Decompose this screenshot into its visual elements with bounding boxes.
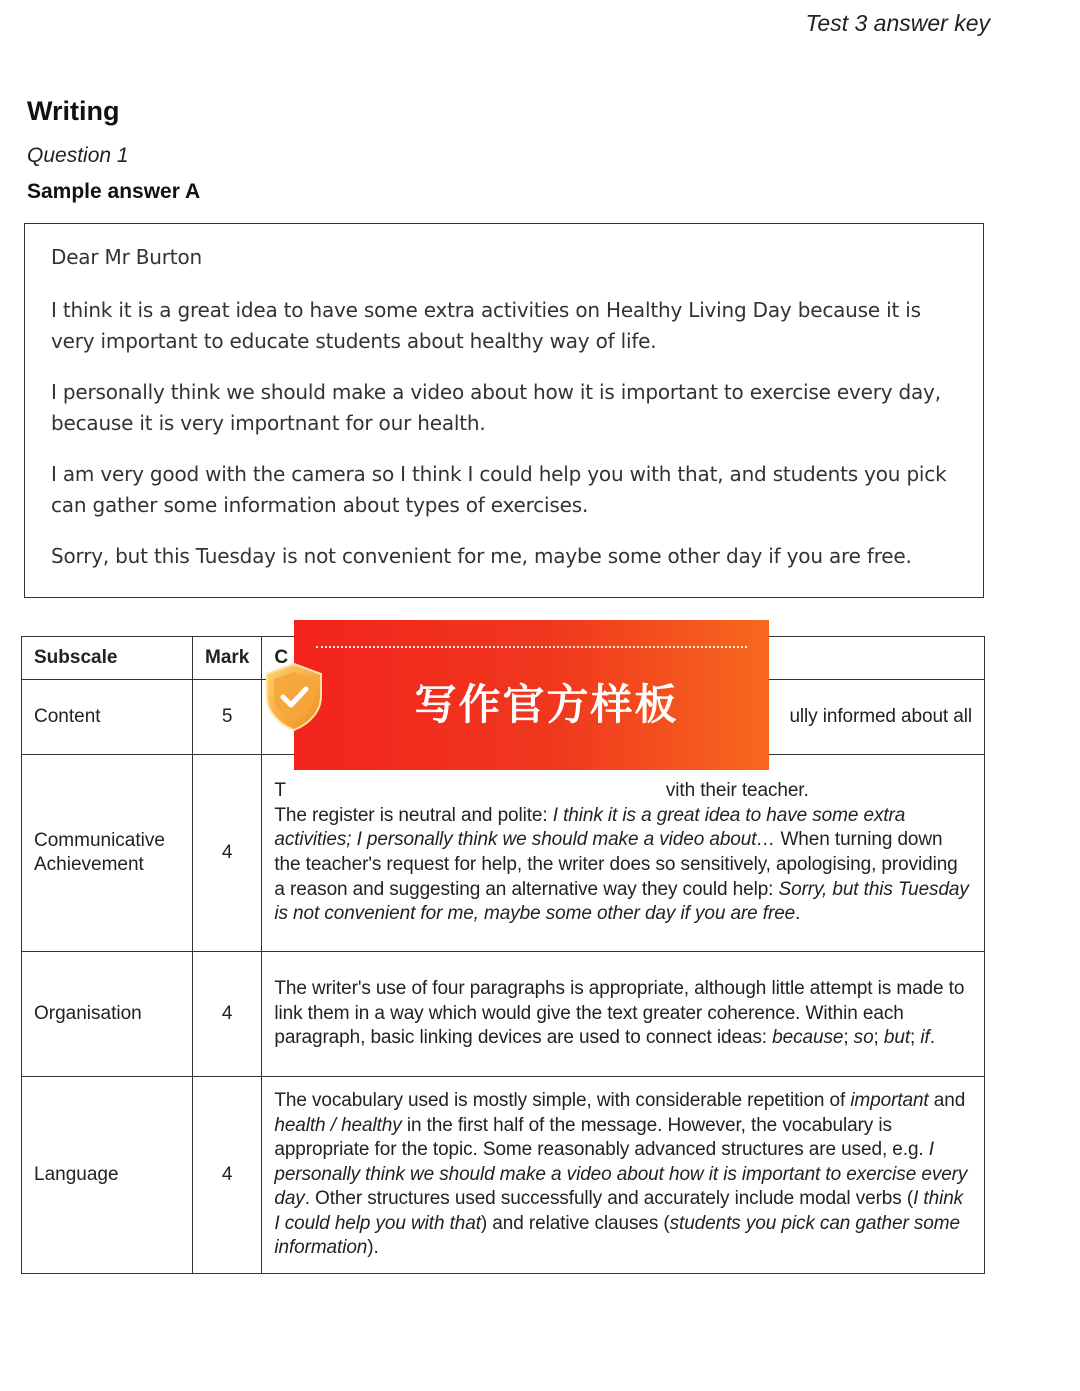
- commentary-cell: [262, 1077, 985, 1274]
- commentary-text: ully informed about all: [789, 705, 972, 727]
- verified-badge-icon: [257, 660, 331, 734]
- letter-paragraph: I am very good with the camera so I think I could help you with that, and students you pick can gather some information about types of exercises.: [51, 462, 947, 517]
- sample-letter: [24, 223, 984, 598]
- letter-greeting: Dear Mr Burton: [51, 245, 202, 269]
- commentary-text: and: [928, 1089, 966, 1111]
- commentary-text: T: [274, 780, 286, 802]
- commentary-text: When turning down the teacher's request for help, the writer does so sensitively, apologising, providing a reason and suggesting an alternative way they could help:: [274, 829, 958, 900]
- subscale-cell: Organisation: [22, 952, 193, 1077]
- commentary-text: ;: [873, 1027, 884, 1049]
- commentary-text: .: [929, 1027, 935, 1049]
- letter-paragraph: I personally think we should make a video about how it is important to exercise every day, because it is very importnant for our health.: [51, 380, 941, 435]
- commentary-cell: [262, 952, 985, 1077]
- table-row: [22, 755, 985, 952]
- commentary-text: The register is neutral and polite:: [274, 804, 553, 826]
- commentary-text: ;: [910, 1027, 921, 1049]
- header-subscale: Subscale: [22, 637, 193, 680]
- table-row: [22, 952, 985, 1077]
- commentary-quote: so: [853, 1027, 874, 1049]
- subscale-cell: Content: [22, 680, 193, 755]
- commentary-text: .: [795, 903, 801, 925]
- commentary-quote: important: [850, 1089, 929, 1111]
- commentary-quote: Sorry, but this Tuesday is not convenient for me, maybe some other day if you are free: [274, 878, 969, 925]
- header-mark: Mark: [193, 637, 262, 680]
- commentary-quote: but: [883, 1027, 911, 1049]
- header-commentary: C: [262, 637, 985, 680]
- commentary-text: The vocabulary used is mostly simple, with considerable repetition of: [274, 1089, 851, 1111]
- commentary-text: ).: [367, 1237, 379, 1259]
- page-header-title: Test 3 answer key: [805, 10, 990, 36]
- table-row: [22, 1077, 985, 1274]
- letter-paragraph: Sorry, but this Tuesday is not convenient for me, maybe some other day if you are free.: [51, 544, 912, 568]
- commentary-text: The writer's use of four paragraphs is appropriate, although little attempt is made to link them in a way which would give the text greater coherence. Within each paragraph, basic linking devices are used to connect ideas:: [274, 978, 965, 1049]
- banner-dotted-line: [316, 646, 747, 648]
- subscale-cell: Communicative Achievement: [22, 755, 193, 952]
- commentary-quote: health / healthy: [274, 1114, 402, 1136]
- sample-answer-label: Sample answer A: [27, 180, 201, 203]
- commentary-quote: because: [772, 1027, 844, 1049]
- commentary-text: . Other structures used successfully and accurately include modal verbs (: [304, 1188, 914, 1210]
- commentary-quote: if: [920, 1027, 930, 1049]
- mark-cell: 5: [193, 680, 262, 755]
- mark-cell: 4: [193, 952, 262, 1077]
- question-label: Question 1: [27, 144, 129, 167]
- commentary-quote: I think it is a great idea to have some extra activities; I personally think we should make a video about…: [274, 804, 906, 851]
- mark-cell: 4: [193, 755, 262, 952]
- commentary-text: in the first half of the message. However, the vocabulary is appropriate for the topic. Some reasonably advanced structures are used, e.g.: [274, 1114, 929, 1161]
- commentary-quote: I personally think we should make a video about how it is important to exercise every day: [274, 1139, 968, 1210]
- commentary-quote: I think I could help you with that: [274, 1188, 964, 1234]
- watermark-banner: [294, 620, 769, 770]
- commentary-cell: [262, 755, 985, 952]
- mark-cell: 4: [193, 1077, 262, 1274]
- commentary-quote: students you pick can gather some information: [274, 1212, 960, 1259]
- watermark-text: 写作官方样板: [414, 680, 679, 729]
- commentary-text: ) and relative clauses (: [480, 1212, 670, 1234]
- commentary-text: vith their teacher.: [665, 780, 809, 802]
- commentary-text: ;: [843, 1027, 854, 1049]
- letter-paragraph: I think it is a great idea to have some extra activities on Healthy Living Day because it is very important to educate students about healthy way of life.: [51, 298, 921, 353]
- subscale-cell: Language: [22, 1077, 193, 1274]
- section-title: Writing: [27, 96, 120, 126]
